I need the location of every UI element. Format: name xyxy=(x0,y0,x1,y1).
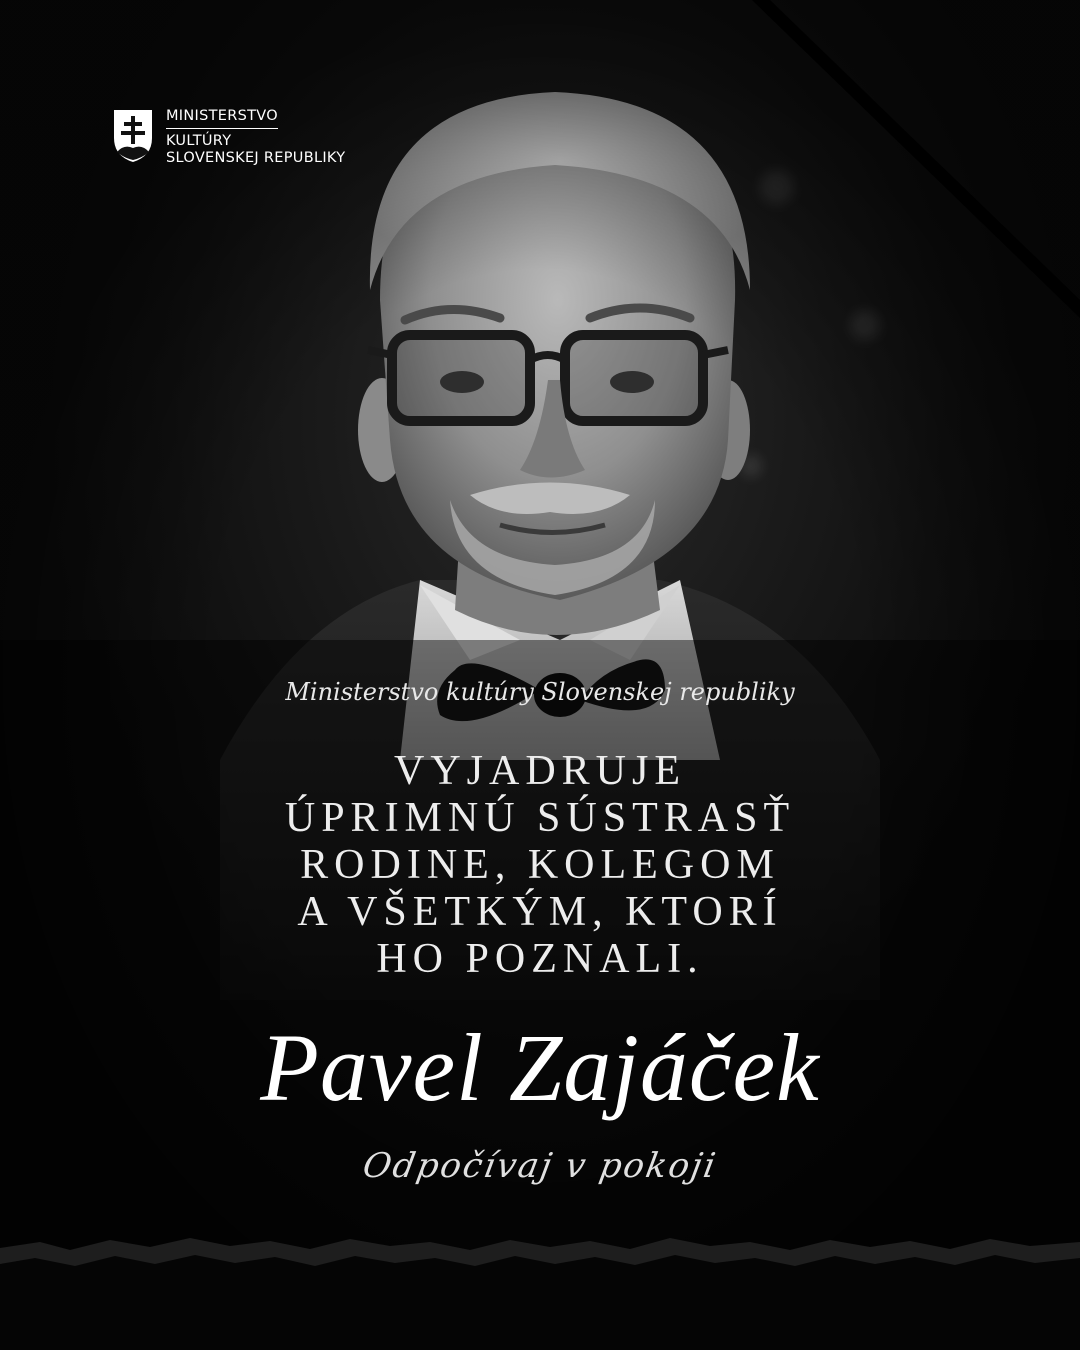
logo-line-kultury: KULTÚRY xyxy=(166,133,232,149)
ministry-subtitle: Ministerstvo kultúry Slovenskej republiky xyxy=(285,678,795,706)
condolence-line: RODINE, KOLEGOM xyxy=(300,842,780,888)
ministry-logo-text xyxy=(166,108,345,167)
slovak-coat-of-arms-icon xyxy=(112,108,154,164)
logo-line-republiky: SLOVENSKEJ REPUBLIKY xyxy=(166,150,346,166)
condolence-line: HO POZNALI. xyxy=(376,936,704,982)
logo-line-ministerstvo: MINISTERSTVO xyxy=(166,108,278,129)
farewell-text: Odpočívaj v pokoji xyxy=(359,1146,721,1186)
condolence-line: A VŠETKÝM, KTORÍ xyxy=(297,889,783,935)
condolence-line: ÚPRIMNÚ SÚSTRASŤ xyxy=(284,795,796,841)
condolence-message xyxy=(0,748,1080,983)
deceased-name: Pavel Zajáček xyxy=(260,1014,820,1121)
ministry-logo xyxy=(112,108,345,167)
condolence-line: VYJADRUJE xyxy=(393,748,686,794)
torn-paper-edge xyxy=(0,1220,1080,1350)
